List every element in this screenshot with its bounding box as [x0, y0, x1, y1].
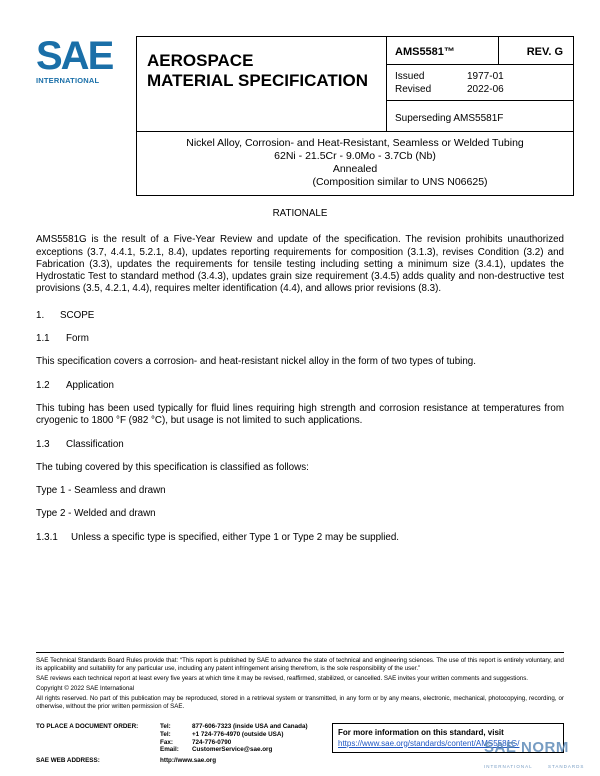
section-title: Application — [66, 379, 114, 391]
title-line-1: AEROSPACE — [147, 51, 254, 70]
section-text: Unless a specific type is specified, either Type 1 or Type 2 may be supplied. — [71, 531, 400, 543]
section-1-1-text: This specification covers a corrosion- and heat-resistant nickel alloy in the form of two types of tubing. — [36, 356, 476, 368]
rationale-text: AMS5581G is the result of a Five-Year Review and update of the specification. The revision prohibits unauthorized exceptions (3.7, 4.4.1, 5.2.1, 8.4), updates reporting requirements for composition (3.1.3), revises Condition (3.2) and Fabrication (3.3), updates the requirements for tensile testing including setting a minimum size (3.4.1), updates the Hydrostatic Test to standard method (3.4.3), updates grain size requirement (3.4.5) adds quality and non-destructive test provisions (3.5, 4.2.1, 4.4), requires melter identification (4.4), and allows prior revisions (8.3). — [36, 234, 564, 295]
section-title: SCOPE — [60, 309, 95, 321]
date-block — [387, 65, 573, 101]
type-2-item: Type 2 - Welded and drawn — [36, 508, 156, 520]
type-1-item: Type 1 - Seamless and drawn — [36, 485, 166, 497]
section-1-3-1 — [36, 532, 564, 544]
section-title: Classification — [66, 438, 124, 450]
review-notice: SAE reviews each technical report at least every five years at which time it may be revised, reaffirmed, stabilized, or cancelled. SAE invites your written comments and suggestions. — [36, 675, 529, 682]
issued-date: 1977-01 — [467, 71, 504, 82]
order-label: TO PLACE A DOCUMENT ORDER: — [36, 723, 139, 730]
section-number: 1.2 — [36, 379, 50, 391]
section-1-3-heading — [36, 439, 564, 451]
sae-logo-word: SAE — [36, 36, 113, 74]
subject-line-1: Nickel Alloy, Corrosion- and Heat-Resistant, Seamless or Welded Tubing — [186, 137, 524, 149]
section-1-1-heading — [36, 333, 564, 345]
rationale-heading: RATIONALE — [272, 208, 328, 219]
section-number: 1.3 — [36, 438, 50, 450]
watermark — [484, 737, 600, 776]
section-number: 1. — [36, 309, 45, 321]
web-address-link[interactable]: http://www.sae.org — [160, 757, 217, 764]
sae-logo-mark — [36, 36, 120, 74]
standard-url-link[interactable]: https://www.sae.org/standards/content/AMS5581G/ — [338, 738, 520, 748]
contact-value: 877-606-7323 (inside USA and Canada) — [192, 723, 308, 730]
issued-label: Issued — [395, 71, 425, 82]
section-1-heading — [36, 310, 564, 322]
contact-value: 724-776-0790 — [192, 738, 232, 746]
revised-label: Revised — [395, 84, 432, 95]
email-link[interactable]: CustomerService@sae.org — [192, 746, 273, 754]
rights-notice: All rights reserved. No part of this publication may be reproduced, stored in a retrieval system or transmitted, in any form or by any means, electronic, mechanical, photocopying, recording, or otherwise, without the prior written permission of SAE. — [36, 695, 564, 710]
section-1-2-text: This tubing has been used typically for fluid lines requiring high strength and corrosion resistance at temperatures from cryogenic to 1800 °F (982 °C), but usage is not limited to such applications. — [36, 402, 564, 427]
header-box — [136, 36, 574, 132]
web-label: SAE WEB ADDRESS: — [36, 757, 100, 764]
subject-line-3: Annealed — [332, 163, 378, 175]
contact-rows — [160, 723, 308, 754]
section-number: 1.3.1 — [36, 531, 58, 543]
section-1-3-text: The tubing covered by this specification is classified as follows: — [36, 461, 309, 473]
section-number: 1.1 — [36, 333, 50, 345]
revision-label: REV. G — [499, 37, 573, 65]
title-line-2: MATERIAL SPECIFICATION — [147, 71, 368, 90]
more-info-title: For more information on this standard, visit — [338, 728, 504, 737]
contact-row — [160, 746, 308, 754]
footer-divider — [36, 652, 564, 653]
contact-label: Tel: — [160, 730, 171, 738]
section-1-2-heading — [36, 380, 564, 392]
document-type-title — [137, 37, 387, 131]
web-address-row — [36, 757, 217, 764]
document-body — [36, 208, 564, 544]
subject-line-2: 62Ni - 21.5Cr - 9.0Mo - 3.7Cb (Nb) — [274, 150, 436, 162]
contact-row — [160, 739, 308, 747]
footer-notices — [36, 657, 564, 713]
subject-line-4: (Composition similar to UNS N06625) — [312, 176, 488, 188]
contact-row — [160, 731, 308, 739]
superseding-note: Superseding AMS5581F — [395, 113, 504, 124]
sae-logo-tagline: INTERNATIONAL — [36, 76, 100, 85]
contact-label: Tel: — [160, 723, 171, 730]
sae-logo — [36, 36, 132, 86]
watermark-sub-left: INTERNATIONAL — [484, 764, 533, 769]
contact-label: Fax: — [160, 738, 173, 746]
copyright-notice: Copyright © 2022 SAE International — [36, 685, 135, 692]
revised-date: 2022-06 — [467, 84, 504, 95]
contact-value: +1 724-776-4970 (outside USA) — [192, 730, 284, 738]
subject-box — [136, 132, 574, 196]
watermark-sub-right: STANDARDS — [548, 764, 585, 769]
contact-row — [160, 723, 308, 731]
section-title: Form — [66, 333, 89, 345]
board-rules-notice: SAE Technical Standards Board Rules provide that: “This report is published by SAE to advance the state of technical and engineering sciences. The use of this report is entirely voluntary, and its applicability and suitability for any particular use, including any patent infringement arising therefrom, is the sole responsibility of the user.” — [36, 657, 564, 672]
watermark-text: SAE NORM — [484, 739, 569, 756]
document-number: AMS5581™ — [387, 37, 499, 65]
contact-label: Email: — [160, 746, 179, 754]
